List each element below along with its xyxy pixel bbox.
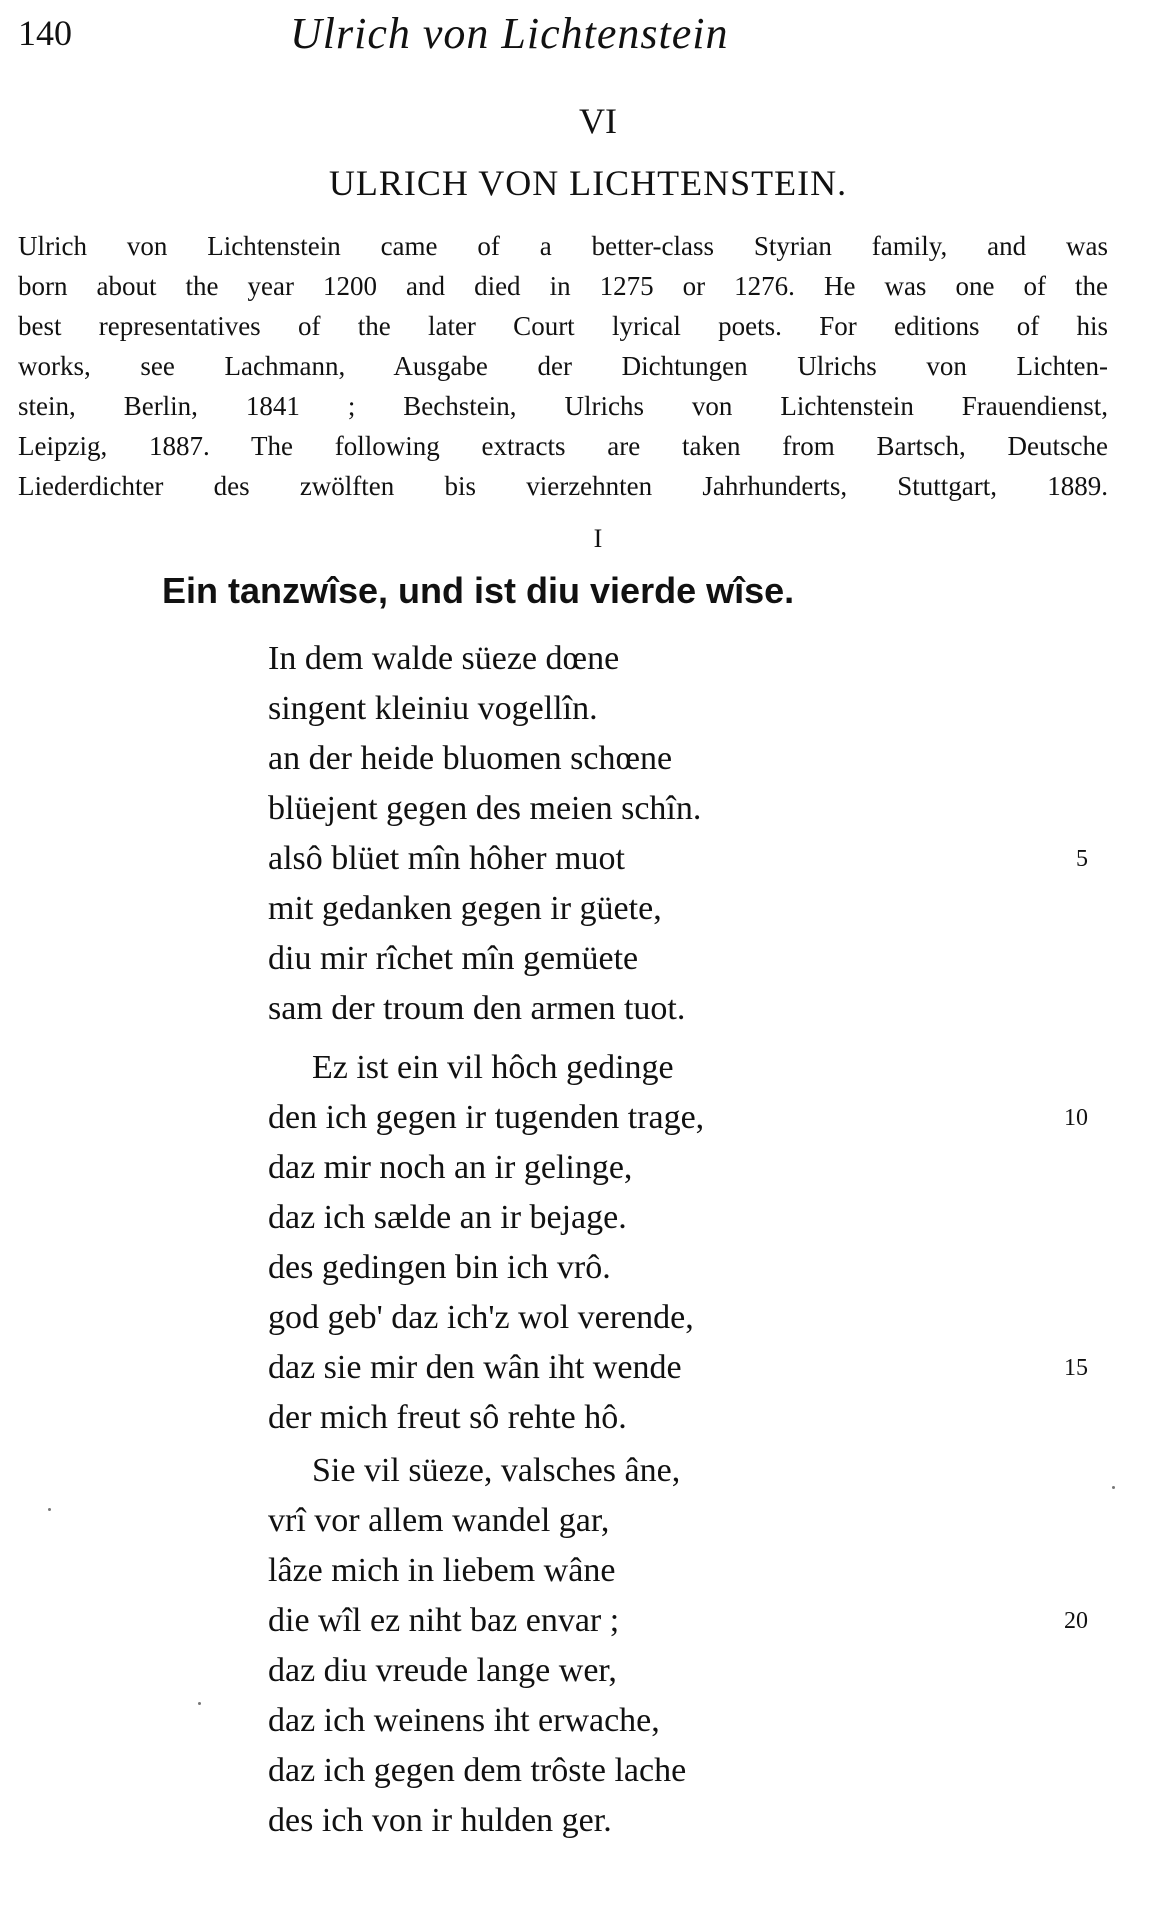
scan-speck	[48, 1508, 51, 1511]
verse-line	[268, 1546, 1088, 1596]
verse-line	[268, 1446, 1088, 1496]
verse-line	[268, 984, 1088, 1034]
verse-line	[268, 634, 1088, 684]
scan-speck	[1112, 1486, 1115, 1489]
verse-line	[268, 1496, 1088, 1546]
verse-line	[268, 1343, 1088, 1393]
verse-line	[268, 1646, 1088, 1696]
verse-text: alsô blüet mîn hôher muot	[268, 840, 625, 877]
verse-text: In dem walde süeze dœne	[268, 640, 620, 677]
verse-line	[268, 1596, 1088, 1646]
verse-line	[268, 1193, 1088, 1243]
verse-text: daz ich sælde an ir bejage.	[268, 1199, 627, 1236]
stanza-1	[268, 634, 1088, 1034]
verse-text: singent kleiniu vogellîn.	[268, 690, 598, 727]
intro-line: best representatives of the later Court lyrical poets. For editions of his	[18, 311, 1108, 341]
line-number: 10	[1064, 1105, 1088, 1131]
verse-text: die wîl ez niht baz envar ;	[268, 1602, 620, 1639]
verse-text: an der heide bluomen schœne	[268, 740, 673, 777]
verse-line	[268, 1293, 1088, 1343]
verse-line	[268, 684, 1088, 734]
page-number: 140	[18, 13, 72, 53]
verse-text: Ez ist ein vil hôch gedinge	[312, 1049, 674, 1086]
verse-text: der mich freut sô rehte hô.	[268, 1399, 627, 1436]
intro-line: born about the year 1200 and died in 1275 or 1276. He was one of the	[18, 271, 1108, 301]
line-number: 15	[1064, 1355, 1088, 1381]
verse-line	[268, 784, 1088, 834]
stanza-2	[268, 1043, 1088, 1443]
verse-text: sam der troum den armen tuot.	[268, 990, 686, 1027]
verse-line	[268, 1143, 1088, 1193]
verse-text: daz ich gegen dem trôste lache	[268, 1752, 687, 1789]
line-number: 20	[1064, 1608, 1088, 1634]
verse-text: diu mir rîchet mîn gemüete	[268, 940, 639, 977]
intro-line: works, see Lachmann, Ausgabe der Dichtungen Ulrichs von Lichten-	[18, 351, 1108, 381]
line-number: 5	[1076, 846, 1088, 872]
intro-line: Leipzig, 1887. The following extracts are taken from Bartsch, Deutsche	[18, 431, 1108, 461]
intro-paragraph	[18, 226, 1108, 506]
verse-line	[268, 934, 1088, 984]
verse-text: blüejent gegen des meien schîn.	[268, 790, 702, 827]
scan-speck	[198, 1702, 201, 1705]
verse-line	[268, 1243, 1088, 1293]
intro-line: stein, Berlin, 1841 ; Bechstein, Ulrichs von Lichtenstein Frauendienst,	[18, 391, 1108, 421]
poem-title: Ein tanzwîse, und ist diu vierde wîse.	[162, 570, 795, 611]
verse-text: daz mir noch an ir gelinge,	[268, 1149, 633, 1186]
verse-text: daz diu vreude lange wer,	[268, 1652, 617, 1689]
verse-line	[268, 1746, 1088, 1796]
poem-number: I	[593, 524, 603, 553]
verse-line	[268, 1393, 1088, 1443]
intro-line: Liederdichter des zwölften bis vierzehnten Jahrhunderts, Stuttgart, 1889.	[18, 471, 1108, 501]
running-head: Ulrich von Lichtenstein	[290, 9, 729, 58]
stanza-3	[268, 1446, 1088, 1846]
verse-line	[268, 884, 1088, 934]
verse-line	[268, 1093, 1088, 1143]
verse-text: des ich von ir hulden ger.	[268, 1802, 612, 1839]
verse-text: mit gedanken gegen ir güete,	[268, 890, 662, 927]
section-title: ULRICH VON LICHTENSTEIN.	[328, 163, 848, 203]
verse-text: Sie vil süeze, valsches âne,	[312, 1452, 681, 1489]
verse-text: lâze mich in liebem wâne	[268, 1552, 616, 1589]
intro-line: Ulrich von Lichtenstein came of a better-class Styrian family, and was	[18, 231, 1108, 261]
verse-line	[268, 834, 1088, 884]
section-number: VI	[579, 101, 617, 141]
verse-text: den ich gegen ir tugenden trage,	[268, 1099, 705, 1136]
verse-line	[268, 1796, 1088, 1846]
verse-line	[268, 734, 1088, 784]
verse-text: daz ich weinens iht erwache,	[268, 1702, 660, 1739]
verse-text: daz sie mir den wân iht wende	[268, 1349, 682, 1386]
verse-text: des gedingen bin ich vrô.	[268, 1249, 611, 1286]
verse-line	[268, 1696, 1088, 1746]
verse-text: god geb' daz ich'z wol verende,	[268, 1299, 694, 1336]
verse-line	[268, 1043, 1088, 1093]
verse-text: vrî vor allem wandel gar,	[268, 1502, 610, 1539]
